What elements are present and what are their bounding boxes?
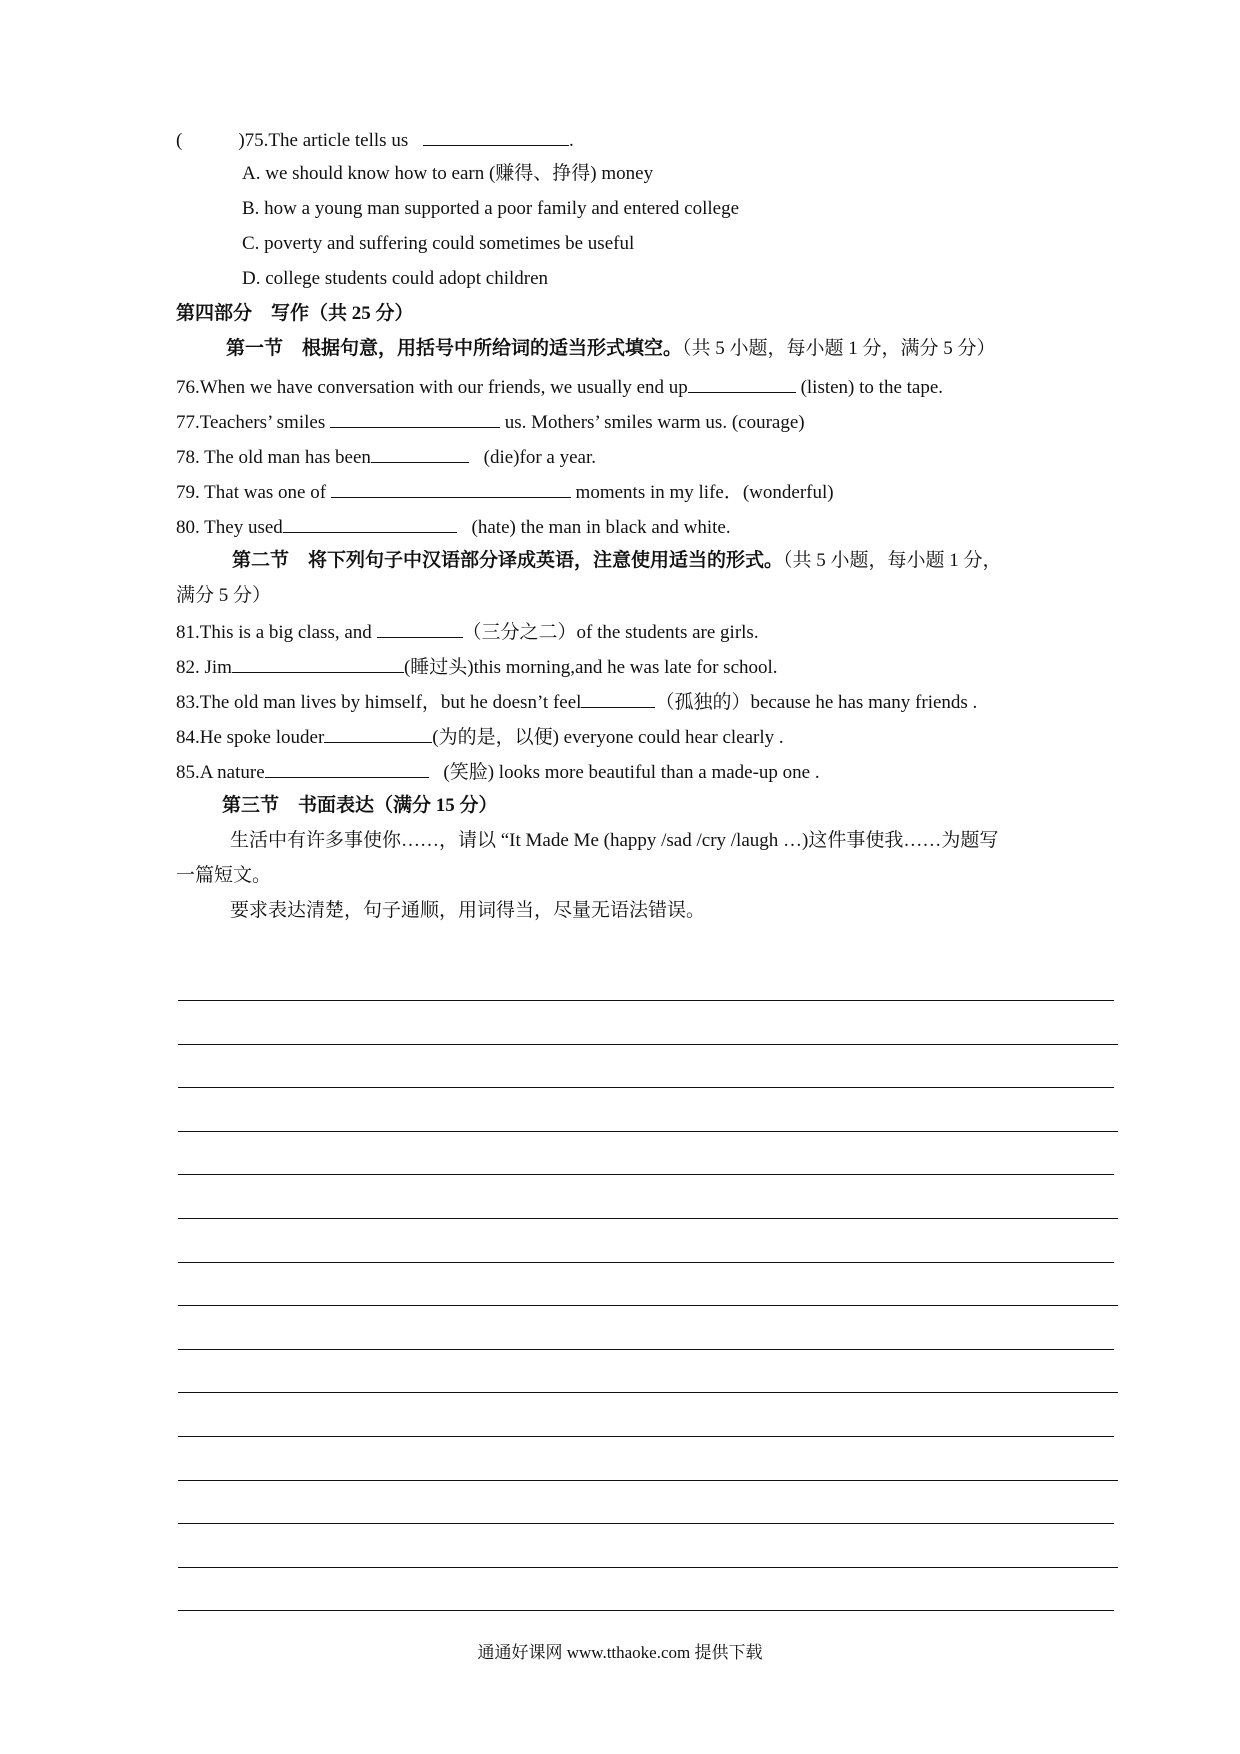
answer-blank[interactable]: [423, 127, 569, 146]
answer-blank[interactable]: [688, 374, 796, 393]
answer-blank[interactable]: [377, 619, 463, 638]
answer-blank[interactable]: [371, 444, 469, 463]
answer-blank[interactable]: [331, 479, 571, 498]
writing-line[interactable]: [178, 1044, 1118, 1045]
answer-blank[interactable]: [581, 689, 655, 708]
writing-line[interactable]: [178, 1610, 1114, 1611]
writing-line[interactable]: [178, 1262, 1114, 1263]
q77: 77.Teachers’ smiles us. Mothers’ smiles warm us. (courage): [176, 409, 805, 435]
writing-line[interactable]: [178, 1000, 1114, 1001]
q82: 82. Jim (睡过头)this morning,and he was late for school.: [176, 654, 778, 680]
sec1-header: [226, 337, 996, 361]
writing-line[interactable]: [178, 1523, 1114, 1524]
q75-paren-close: ): [238, 130, 245, 151]
sec2-note: （共 5 小题，每小题 1 分，: [783, 550, 1002, 571]
sec3-prompt: 生活中有许多事使你……，请以 “It Made Me (happy /sad /cry /laugh …)这件事使我……为题写: [230, 830, 999, 851]
writing-line[interactable]: [178, 1567, 1118, 1568]
q75-paren-open: (: [176, 130, 183, 151]
writing-line[interactable]: [178, 1436, 1114, 1437]
q75-option-b: B. how a young man supported a poor family and entered college: [242, 198, 740, 219]
q84: 84.He spoke louder (为的是，以便) everyone could hear clearly .: [176, 724, 784, 750]
part4-title: 第四部分 写作（共 25 分）: [176, 303, 414, 324]
q75-option-c: C. poverty and suffering could sometimes be useful: [242, 233, 635, 254]
writing-line[interactable]: [178, 1392, 1118, 1393]
q81: 81.This is a big class, and （三分之二）of the students are girls.: [176, 619, 759, 645]
q83: 83.The old man lives by himself，but he doesn’t feel （孤独的）because he has many friends .: [176, 689, 977, 715]
answer-blank[interactable]: [265, 759, 429, 778]
sec3-prompt-cont: 一篇短文。: [176, 865, 272, 886]
q79: 79. That was one of moments in my life．(wonderful): [176, 479, 834, 505]
writing-line[interactable]: [178, 1087, 1114, 1088]
q80: 80. They used (hate) the man in black and white.: [176, 514, 731, 540]
answer-blank[interactable]: [324, 724, 432, 743]
sec1-note: （共 5 小题，每小题 1 分，满分 5 分）: [682, 338, 996, 359]
q85: 85.A nature (笑脸) looks more beautiful than a made-up one .: [176, 759, 820, 785]
writing-line[interactable]: [178, 1174, 1114, 1175]
page-footer: 通通好课网 www.tthaoke.com 提供下载: [477, 1643, 763, 1662]
q75-option-a: A. we should know how to earn (赚得、挣得) money: [242, 163, 654, 184]
answer-blank[interactable]: [330, 409, 500, 428]
writing-line[interactable]: [178, 1480, 1118, 1481]
sec2-note-cont: 满分 5 分）: [176, 585, 272, 606]
answer-blank[interactable]: [283, 514, 457, 533]
writing-line[interactable]: [178, 1305, 1118, 1306]
writing-line[interactable]: [178, 1349, 1114, 1350]
sec2-header: [232, 549, 1002, 573]
q75-stem-text: 75.The article tells us: [244, 130, 409, 151]
sec2-title: 第二节 将下列句子中汉语部分译成英语，注意使用适当的形式。: [232, 550, 784, 571]
sec3-title: 第三节 书面表达（满分 15 分）: [222, 795, 498, 816]
q78: 78. The old man has been (die)for a year.: [176, 444, 596, 470]
q75-stem: ( )75.The article tells us .: [176, 127, 574, 153]
answer-blank[interactable]: [232, 654, 404, 673]
q75-option-d: D. college students could adopt children: [242, 268, 549, 289]
writing-line[interactable]: [178, 1131, 1118, 1132]
sec1-title: 第一节 根据句意，用括号中所给词的适当形式填空。: [226, 338, 683, 359]
writing-line[interactable]: [178, 1218, 1118, 1219]
q76: 76.When we have conversation with our friends, we usually end up (listen) to the tape.: [176, 374, 943, 400]
sec3-requirement: 要求表达清楚，句子通顺，用词得当，尽量无语法错误。: [230, 900, 706, 921]
